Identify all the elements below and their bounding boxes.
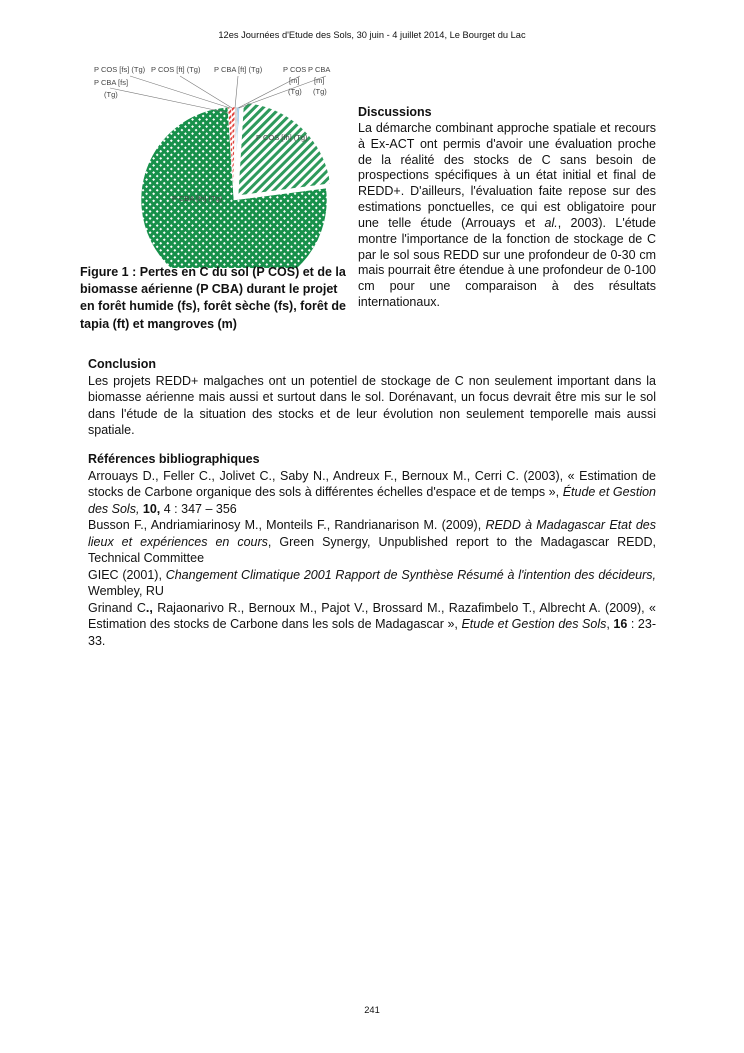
ref4-volume: 16 xyxy=(613,617,628,631)
label-ft-cos: P COS [ft] (Tg) xyxy=(151,65,201,74)
label-fh-cba: P CBA [fh] (Tg) xyxy=(172,194,223,203)
pie-chart xyxy=(90,58,346,268)
reference-item xyxy=(88,600,656,650)
ref4-journal: Etude et Gestion des Sols xyxy=(461,617,607,631)
references-section xyxy=(88,451,656,649)
ref4-strong: ., xyxy=(145,600,153,615)
ref4-c: , xyxy=(606,617,614,631)
leader-line-2 xyxy=(235,76,238,108)
discussions-text-a: La démarche combinant approche spatiale et recours à Ex-ACT ont permis d'avoir une évaluation proche de la réalité des stocks de C sans besoin de prospections spécifiques à un état initial et final de REDD+. D'ailleurs, l'évaluation faite repose sur des estimations ponctuelles, ce qui est obligatoire pour une telle étude (Arrouays et xyxy=(358,120,656,230)
label-m-cos-2: [m] xyxy=(289,76,300,85)
label-m-cos-3: (Tg) xyxy=(288,87,302,96)
label-fh-cos: P COS [fh] (Tg) xyxy=(256,133,308,142)
references-title: Références bibliographiques xyxy=(88,452,260,466)
ref4-d: : 23-33. xyxy=(88,617,656,648)
label-m-cba-3: (Tg) xyxy=(313,87,327,96)
label-fs-cba-1: P CBA [fs] xyxy=(94,78,129,87)
label-m-cba-1: P CBA xyxy=(308,65,331,74)
conclusion-title: Conclusion xyxy=(88,357,157,371)
ref3-title: Changement Climatique 2001 Rapport de Synthèse Résumé à l'intention des décideurs, xyxy=(165,567,656,582)
figure-caption: Figure 1 : Pertes en C du sol (P COS) et de la biomasse aérienne (P CBA) durant le projet en forêt humide (fs), forêt sèche (fs), forêt de tapia (ft) et mangroves (m) xyxy=(80,265,347,331)
reference-item xyxy=(88,468,656,518)
ref1-journal: Étude et Gestion des Sols, xyxy=(88,485,657,516)
ref3-b: Wembley, RU xyxy=(88,584,164,598)
ref3-a: GIEC (2001), xyxy=(88,567,166,582)
running-header: 12es Journées d'Etude des Sols, 30 juin - 4 juillet 2014, Le Bourget du Lac xyxy=(218,30,526,40)
label-fs-cba-2: (Tg) xyxy=(104,90,118,99)
discussions-text-b: , 2003). L'étude montre l'importance de la fonction de stockage de C par le sol sous REDD sur une profondeur de 0-30 cm mais pourrait être étendue à une profondeur de 0-100 cm pour une comparaison à des résultats internationaux. xyxy=(358,215,656,310)
label-m-cos-1: P COS xyxy=(283,65,307,74)
ref1-a: Arrouays D., Feller C., Jolivet C., Saby N., Andreux F., Bernoux M., Cerri C. (2003), « Estimation de stocks de Carbone organique des sols à différentes échelles d'espace et de temps », xyxy=(88,468,656,499)
ref2-title: REDD à Madagascar Etat des lieux et expériences en cours xyxy=(88,518,656,549)
reference-item xyxy=(88,567,656,600)
conclusion-text: Les projets REDD+ malgaches ont un potentiel de stockage de C non seulement important dans la biomasse aérienne mais aussi et surtout dans le sol. Dorénavant, un focus devrait être mis sur le sol dans l'étude de la situation des stocks et de leur évolution non seulement temporelle mais aussi spatiale. xyxy=(88,373,656,437)
discussions-text xyxy=(358,121,656,311)
ref4-a: Grinand C xyxy=(88,600,146,615)
leader-line-3 xyxy=(110,88,229,113)
conclusion-section xyxy=(88,356,656,439)
reference-item xyxy=(88,517,656,567)
label-ft-cba: P CBA [ft] (Tg) xyxy=(214,65,263,74)
ref1-b: 4 : 347 – 356 xyxy=(160,501,237,516)
discussions-title: Discussions xyxy=(358,105,432,119)
ref2-b: , Green Synergy, Unpublished report to the Madagascar REDD, Technical Committee xyxy=(88,534,656,565)
ref1-volume: 10, xyxy=(139,501,161,516)
page-number: 241 xyxy=(364,1005,380,1015)
leader-line-0 xyxy=(130,76,230,108)
label-m-cba-2: [m] xyxy=(314,76,325,85)
citation-etal: al. xyxy=(544,215,558,230)
ref4-b: Rajaonarivo R., Bernoux M., Pajot V., Brossard M., Razafimbelo T., Albrecht A. (2009), « Estimation des stocks de Carbone dans les sols de Madagascar », xyxy=(88,600,656,631)
label-fs-cos: P COS [fs] (Tg) xyxy=(94,65,146,74)
leader-line-1 xyxy=(180,76,232,108)
discussions-section xyxy=(358,105,656,311)
ref2-a: Busson F., Andriamiarinosy M., Monteils F., Randrianarison M. (2009), xyxy=(88,518,486,532)
pie-slice-0 xyxy=(238,103,330,196)
